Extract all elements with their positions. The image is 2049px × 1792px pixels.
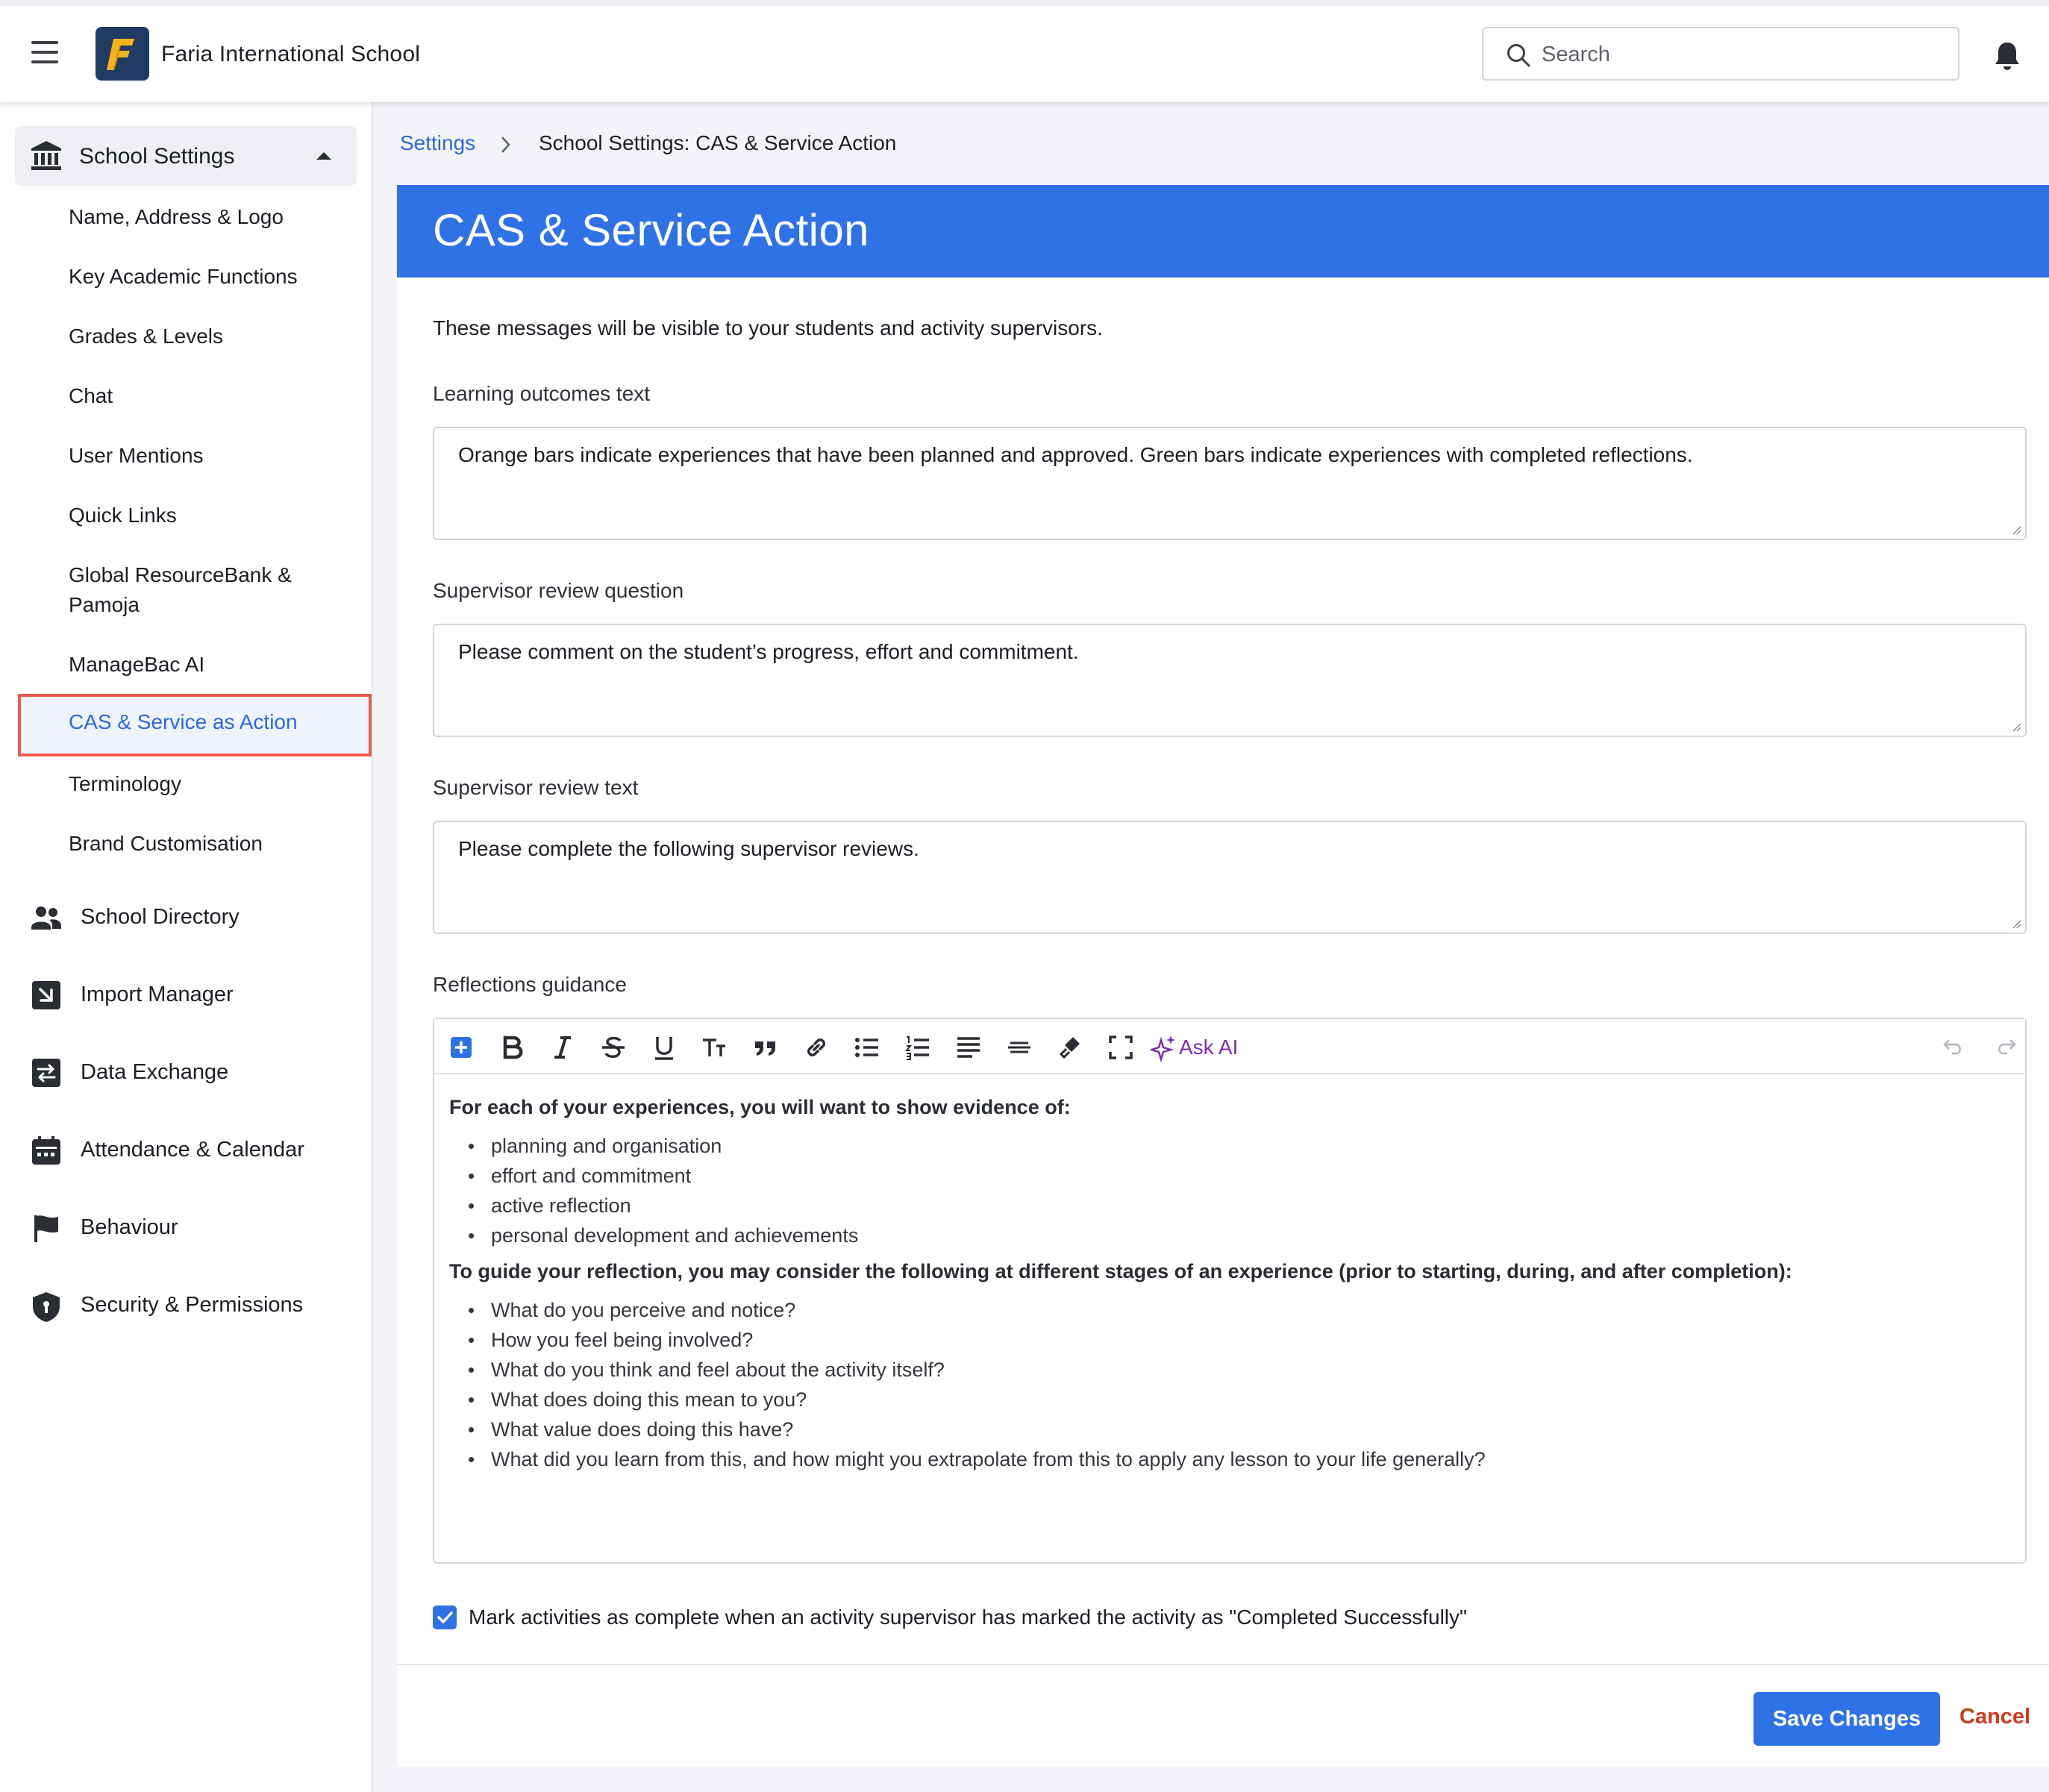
import-icon xyxy=(30,981,63,1011)
learning-outcomes-label: Learning outcomes text xyxy=(433,382,651,405)
sparkle-icon xyxy=(1151,1033,1176,1062)
sidebar-item-key-academic-functions[interactable]: Key Academic Functions xyxy=(69,265,298,288)
align-icon[interactable] xyxy=(954,1033,983,1062)
strikethrough-icon[interactable] xyxy=(598,1033,628,1062)
supervisor-text-textarea[interactable] xyxy=(433,821,2027,934)
menu-icon[interactable] xyxy=(31,41,58,63)
sidebar-item-label: School Directory xyxy=(81,905,240,929)
guidance-list-1 xyxy=(449,1131,2009,1250)
list-item: How you feel being involved? xyxy=(449,1325,2009,1355)
textarea-value: Please comment on the student’s progress, effort and commitment. xyxy=(458,640,1079,663)
plus-icon[interactable] xyxy=(446,1033,476,1062)
data-exchange-icon xyxy=(30,1059,63,1088)
list-item: What does doing this mean to you? xyxy=(449,1385,2009,1415)
sidebar-item-terminology[interactable]: Terminology xyxy=(69,772,181,795)
bullet-list-icon[interactable] xyxy=(852,1033,882,1062)
calendar-icon xyxy=(30,1136,63,1166)
breadcrumb xyxy=(400,131,897,155)
ask-ai-button[interactable] xyxy=(1151,1033,1239,1066)
mark-complete-checkbox[interactable] xyxy=(433,1605,457,1629)
resize-grip-icon[interactable] xyxy=(2010,721,2022,733)
top-bar xyxy=(0,0,2049,102)
sidebar-section-label: School Settings xyxy=(79,144,235,169)
text-size-icon[interactable] xyxy=(700,1033,730,1062)
caret-up-icon[interactable] xyxy=(316,152,331,160)
link-icon[interactable] xyxy=(801,1033,831,1062)
search-icon xyxy=(1506,43,1531,68)
sidebar-item-name-address-logo[interactable]: Name, Address & Logo xyxy=(69,205,284,228)
shield-icon xyxy=(30,1291,63,1323)
learning-outcomes-textarea[interactable] xyxy=(433,427,2027,540)
textarea-value: Please complete the following supervisor reviews. xyxy=(458,837,919,860)
main-panel xyxy=(397,185,2049,1767)
clear-format-icon[interactable] xyxy=(1055,1033,1085,1062)
list-item: effort and commitment xyxy=(449,1161,2009,1191)
horizontal-rule-icon[interactable] xyxy=(1004,1033,1034,1062)
page-title: CAS & Service Action xyxy=(433,205,869,255)
list-item: What do you perceive and notice? xyxy=(449,1295,2009,1325)
editor-toolbar xyxy=(434,1019,2025,1074)
quote-icon[interactable] xyxy=(751,1033,781,1062)
sidebar-item-user-mentions[interactable]: User Mentions xyxy=(69,444,204,467)
sidebar-item-global-resourcebank[interactable]: Global ResourceBank & xyxy=(69,563,292,586)
list-item: What did you learn from this, and how might you extrapolate from this to apply any lesson to your life generally? xyxy=(449,1444,2009,1474)
sidebar-item-label: Attendance & Calendar xyxy=(81,1138,304,1162)
supervisor-text-label: Supervisor review text xyxy=(433,776,639,799)
ask-ai-label: Ask AI xyxy=(1179,1036,1239,1059)
list-item: What do you think and feel about the activity itself? xyxy=(449,1355,2009,1385)
page-header xyxy=(397,185,2049,278)
mark-complete-label[interactable]: Mark activities as complete when an activity supervisor has marked the activity as "Completed Successfully" xyxy=(469,1605,1467,1629)
fullscreen-icon[interactable] xyxy=(1106,1033,1136,1062)
sidebar-item-grades-levels[interactable]: Grades & Levels xyxy=(69,325,223,348)
sidebar-section-school-settings[interactable] xyxy=(15,126,357,186)
sidebar-item-label: CAS & Service as Action xyxy=(69,710,298,733)
sidebar-item-chat[interactable]: Chat xyxy=(69,384,113,407)
sidebar-item-label: Data Exchange xyxy=(81,1060,229,1084)
breadcrumb-current: School Settings: CAS & Service Action xyxy=(539,131,897,154)
sidebar xyxy=(0,102,373,1792)
school-name[interactable]: Faria International School xyxy=(161,42,421,66)
list-item: planning and organisation xyxy=(449,1131,2009,1161)
breadcrumb-settings-link[interactable]: Settings xyxy=(400,131,476,154)
flag-icon xyxy=(30,1214,63,1244)
save-changes-button[interactable]: Save Changes xyxy=(1754,1692,1940,1746)
reflections-label: Reflections guidance xyxy=(433,973,627,996)
sidebar-item-cas-service-action[interactable] xyxy=(18,694,372,756)
bank-icon xyxy=(30,140,63,171)
reflections-editor[interactable] xyxy=(433,1018,2027,1564)
search-input[interactable] xyxy=(1542,39,1930,70)
list-item: What value does doing this have? xyxy=(449,1415,2009,1444)
sidebar-item-label: Import Manager xyxy=(81,983,234,1006)
guidance-list-2 xyxy=(449,1295,2009,1474)
guidance-heading-2: To guide your reflection, you may consider the following at different stages of an experience (prior to starting, during, and after completion): xyxy=(449,1260,1792,1282)
undo-icon[interactable] xyxy=(1939,1033,1968,1062)
checkmark-icon xyxy=(433,1605,457,1629)
sidebar-item-brand-customisation[interactable]: Brand Customisation xyxy=(69,832,263,855)
sidebar-item-label: Security & Permissions xyxy=(81,1293,304,1317)
sidebar-item-managebac-ai[interactable]: ManageBac AI xyxy=(69,653,205,676)
underline-icon[interactable] xyxy=(649,1033,679,1062)
editor-content[interactable] xyxy=(449,1094,2009,1474)
textarea-value: Orange bars indicate experiences that have been planned and approved. Green bars indicate experiences with completed reflections. xyxy=(458,443,1693,466)
list-item: personal development and achievements xyxy=(449,1221,2009,1250)
sidebar-item-quick-links[interactable]: Quick Links xyxy=(69,504,177,527)
numbered-list-icon[interactable] xyxy=(903,1033,933,1062)
supervisor-question-label: Supervisor review question xyxy=(433,579,684,602)
bell-icon[interactable] xyxy=(1994,40,2021,72)
cancel-button[interactable]: Cancel xyxy=(1959,1705,2031,1729)
resize-grip-icon[interactable] xyxy=(2010,918,2022,930)
italic-icon[interactable] xyxy=(548,1033,578,1062)
sidebar-item-label: Behaviour xyxy=(81,1215,178,1239)
bold-icon[interactable] xyxy=(497,1033,527,1062)
divider xyxy=(397,1664,2049,1665)
school-logo[interactable] xyxy=(96,27,149,81)
users-icon xyxy=(30,903,63,933)
search-field[interactable] xyxy=(1482,27,1959,81)
guidance-heading-1: For each of your experiences, you will want to show evidence of: xyxy=(449,1096,1071,1118)
resize-grip-icon[interactable] xyxy=(2010,524,2022,536)
sidebar-item-global-resourcebank-line2[interactable]: Pamoja xyxy=(69,593,140,616)
supervisor-question-textarea[interactable] xyxy=(433,624,2027,737)
chevron-right-icon xyxy=(498,134,513,155)
intro-text: These messages will be visible to your students and activity supervisors. xyxy=(433,316,1103,339)
list-item: active reflection xyxy=(449,1191,2009,1221)
redo-icon[interactable] xyxy=(1991,1033,2021,1062)
